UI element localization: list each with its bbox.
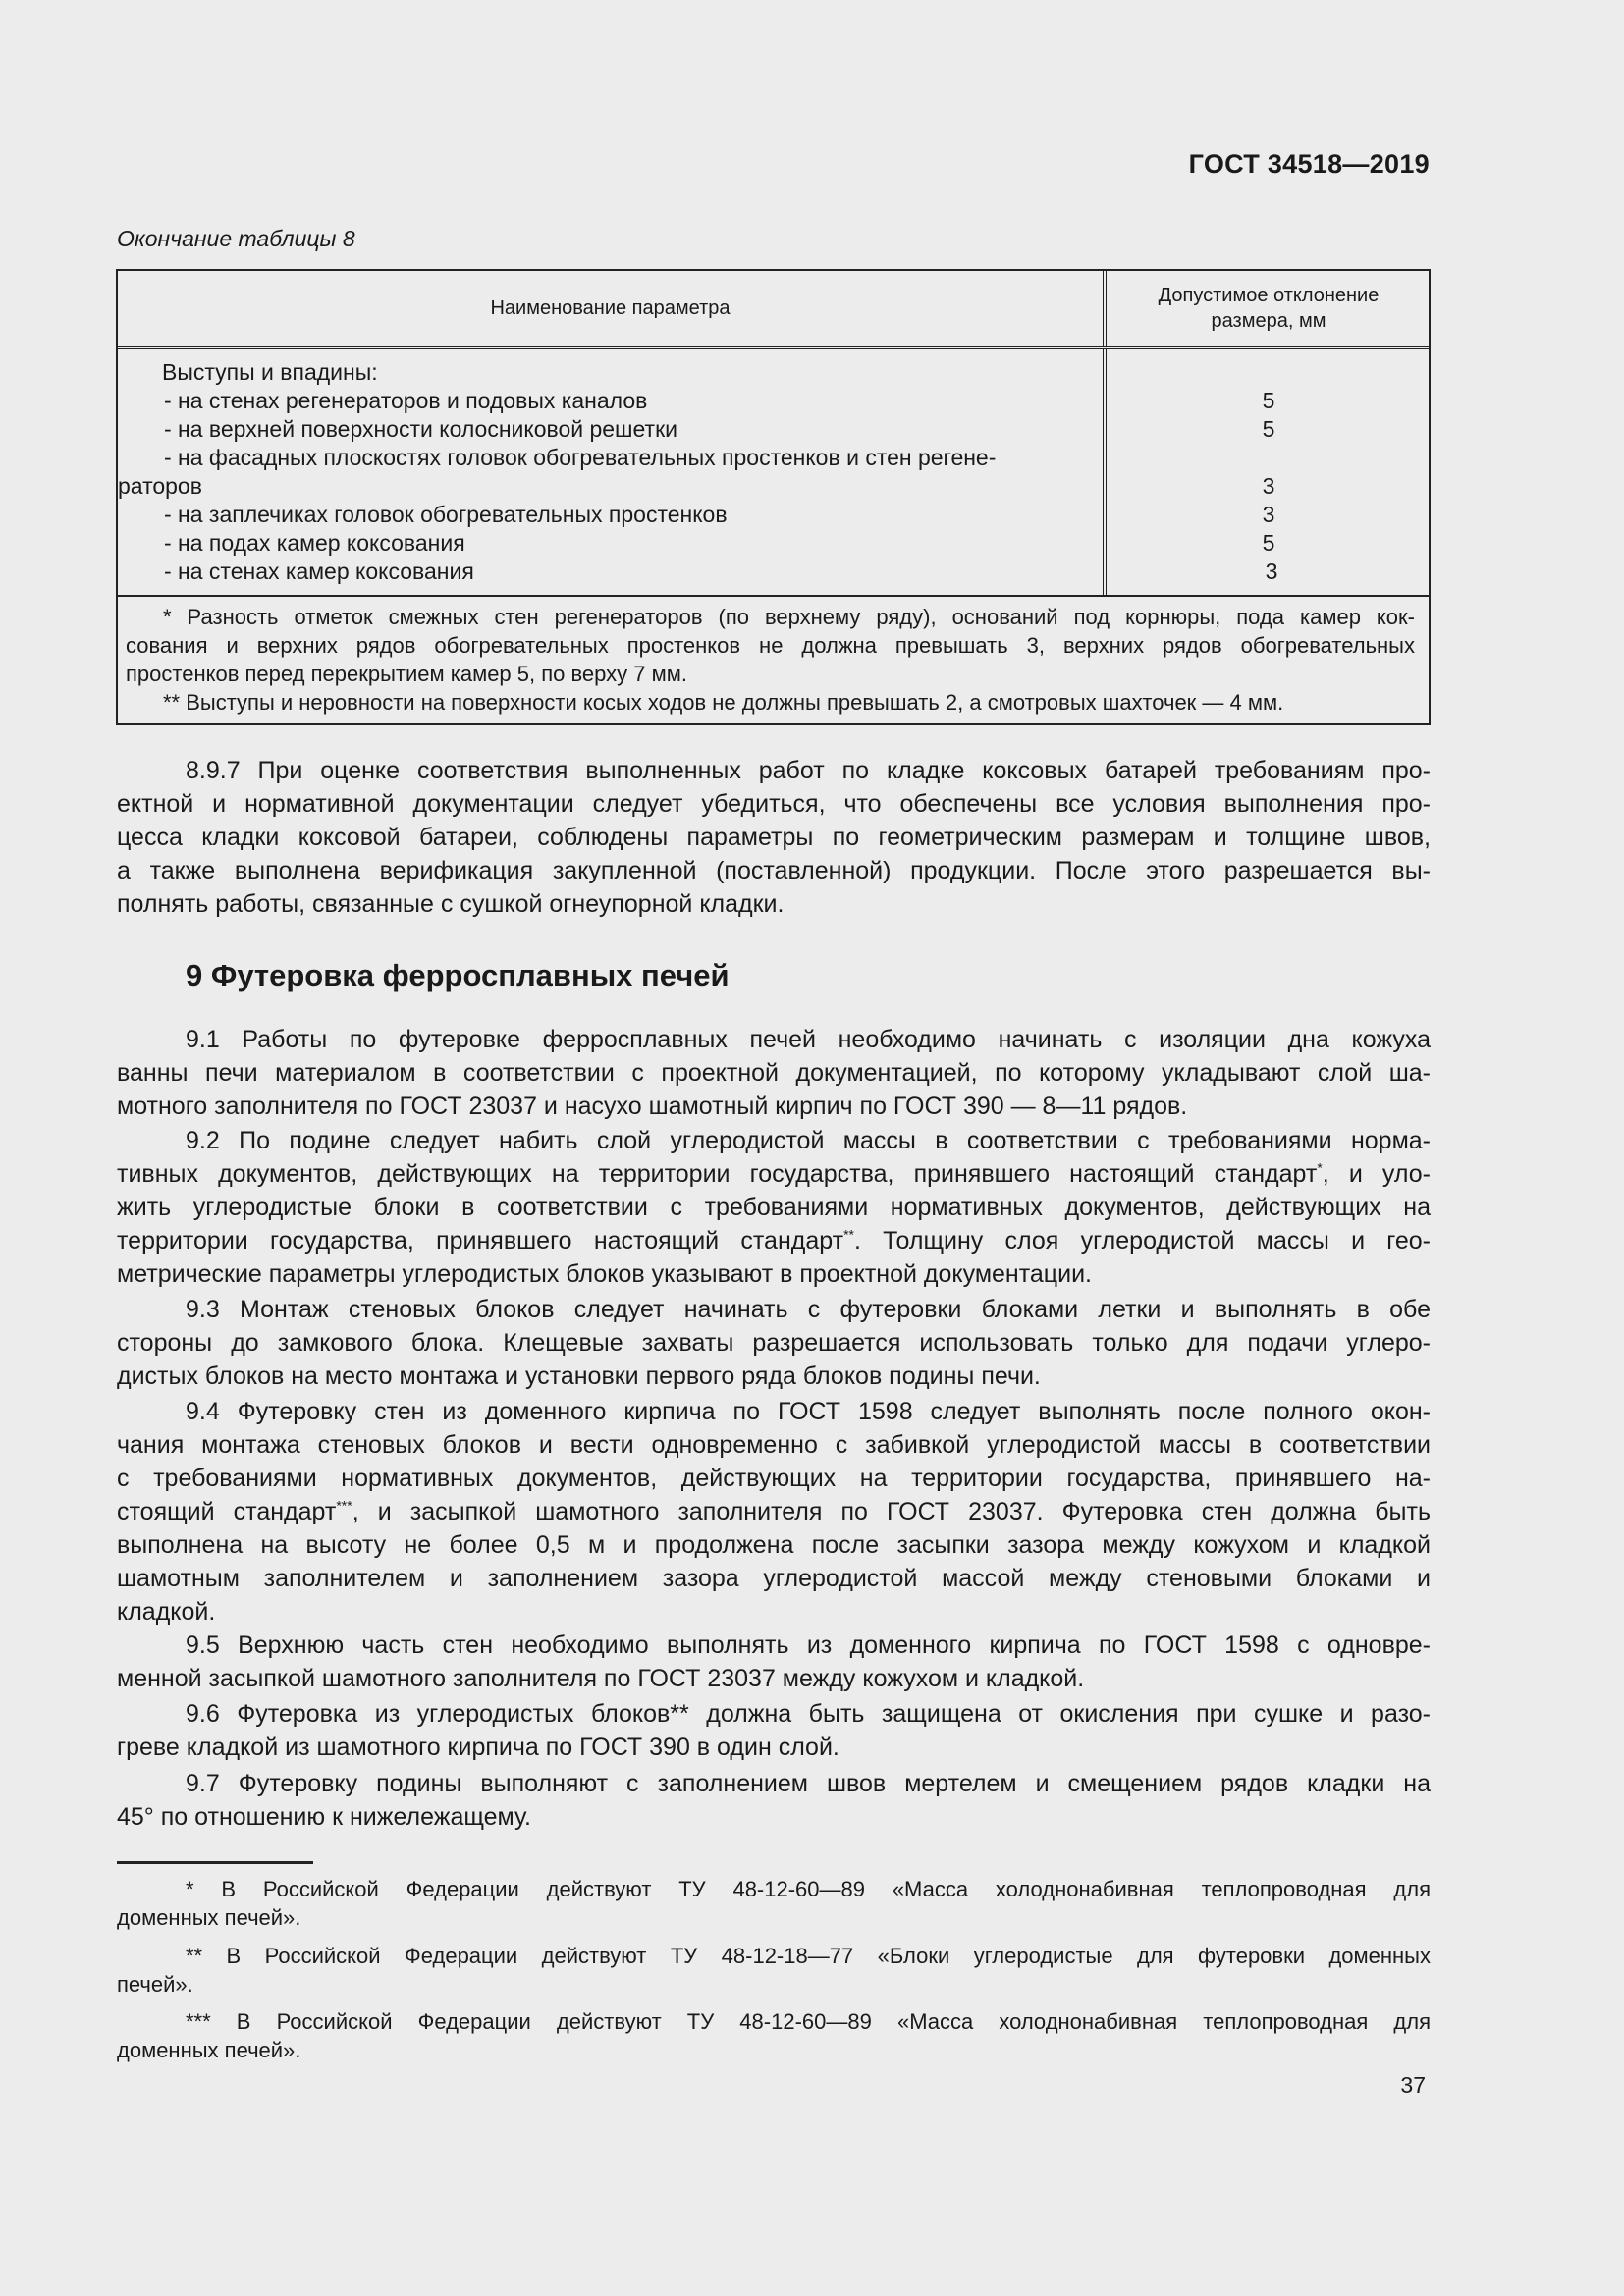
footnote-1 xyxy=(117,1875,1431,1932)
row-param: - на фасадных плоскостях головок обогревательных простенков и стен регене- xyxy=(164,445,997,470)
row-param: - на верхней поверхности колосниковой решетки xyxy=(164,416,677,442)
text-line: греве кладкой из шамотного кирпича по ГОСТ 390 в один слой. xyxy=(117,1734,839,1761)
text-line: метрические параметры углеродистых блоков указывают в проектной документации. xyxy=(117,1260,1092,1288)
text-line: а также выполнена верификация закупленной (поставленной) продукции. После этого разрешается вы- xyxy=(117,857,1431,884)
table-note-line: ** Выступы и неровности на поверхности косых ходов не должны превышать 2, а смотровых шахточек — 4 мм. xyxy=(163,690,1284,715)
text-line: доменных печей». xyxy=(117,1905,301,1930)
row-value: 5 xyxy=(1262,530,1275,556)
paragraph-9-4 xyxy=(117,1395,1431,1629)
table-header xyxy=(118,271,1429,349)
text-line: стороны до замкового блока. Клещевые захваты разрешается использовать только для подачи углеро- xyxy=(117,1329,1431,1357)
text-line: доменных печей». xyxy=(117,2038,301,2062)
paragraph-9-5 xyxy=(117,1629,1431,1695)
text-line xyxy=(117,1495,1431,1528)
text-line: *** В Российской Федерации действуют ТУ 48-12-60—89 «Масса холоднонабивная теплопроводная для xyxy=(186,2009,1431,2034)
text-line: 9.7 Футеровку подины выполняют с заполнением швов мертелем и смещением рядов кладки на xyxy=(186,1770,1431,1797)
text-line: 9.4 Футеровку стен из доменного кирпича по ГОСТ 1598 следует выполнять после полного окон- xyxy=(186,1398,1431,1425)
text-line xyxy=(117,1157,1431,1191)
row-value: 3 xyxy=(1262,502,1275,527)
header-parameter-name: Наименование параметра xyxy=(490,296,731,319)
text-line: ектной и нормативной документации следует убедиться, что обеспечены все условия выполнения про- xyxy=(117,790,1431,818)
footnote-ref: ** xyxy=(843,1226,854,1243)
table-row xyxy=(118,415,1429,443)
table-row xyxy=(118,529,1429,557)
text-line: дистых блоков на место монтажа и установки первого ряда блоков подины печи. xyxy=(117,1362,1041,1390)
row-param: - на заплечиках головок обогревательных простенков xyxy=(164,502,728,527)
text-line: с требованиями нормативных документов, действующих на территории государства, принявшего на- xyxy=(117,1465,1431,1492)
paragraph-9-7 xyxy=(117,1767,1431,1834)
document-code: ГОСТ 34518—2019 xyxy=(1188,149,1430,179)
paragraph-9-1 xyxy=(117,1023,1431,1123)
table-caption: Окончание таблицы 8 xyxy=(117,226,355,251)
row-value: 5 xyxy=(1262,416,1275,442)
header-tolerance xyxy=(1109,271,1429,346)
table-notes xyxy=(118,595,1429,723)
row-param: - на стенах регенераторов и подовых каналов xyxy=(164,388,648,413)
text-line: печей». xyxy=(117,1972,193,1997)
column-divider-head xyxy=(1103,271,1107,346)
text-segment: стоящий стандарт xyxy=(117,1498,337,1525)
table-note-line: сования и верхних рядов обогревательных простенков не должна превышать 3, верхних рядов обогревательных xyxy=(126,633,1415,658)
footnote-ref: * xyxy=(1317,1159,1323,1176)
text-line: цесса кладки коксовой батареи, соблюдены параметры по геометрическим размерам и толщине швов, xyxy=(117,824,1431,851)
text-line: 9.2 По подине следует набить слой углеродистой массы в соответствии с требованиями норма- xyxy=(186,1127,1431,1154)
row-value: 3 xyxy=(1265,559,1278,584)
header-tolerance-line1: Допустимое отклонение xyxy=(1158,285,1380,306)
text-line: кладкой. xyxy=(117,1598,216,1626)
text-line: 8.9.7 При оценке соответствия выполненных работ по кладке коксовых батарей требованиям про- xyxy=(186,757,1431,784)
table-row xyxy=(118,472,1429,500)
text-line: мотного заполнителя по ГОСТ 23037 и насухо шамотный кирпич по ГОСТ 390 — 8—11 рядов. xyxy=(117,1093,1188,1120)
text-segment: тивных документов, действующих на территории государства, принявшего настоящий стандарт xyxy=(117,1160,1318,1188)
paragraph-9-2 xyxy=(117,1124,1431,1291)
page-number: 37 xyxy=(1400,2072,1426,2098)
footnote-2 xyxy=(117,1942,1431,1999)
text-line: 9.6 Футеровка из углеродистых блоков** должна быть защищена от окисления при сушке и разо- xyxy=(186,1700,1431,1728)
footnote-3 xyxy=(117,2007,1431,2064)
parameters-table xyxy=(116,269,1431,725)
row-param: - на стенах камер коксования xyxy=(164,559,474,584)
paragraph-9-3 xyxy=(117,1293,1431,1393)
section-title: 9 Футеровка ферросплавных печей xyxy=(186,958,730,992)
table-note-line: простенков перед перекрытием камер 5, по верху 7 мм. xyxy=(126,662,687,686)
text-segment: , и засыпкой шамотного заполнителя по ГОСТ 23037. Футеровка стен должна быть xyxy=(352,1498,1431,1525)
table-note-line: * Разность отметок смежных стен регенераторов (по верхнему ряду), оснований под корнюры, пода камер кок- xyxy=(163,605,1415,629)
row-value: 3 xyxy=(1262,473,1275,499)
text-line: 9.3 Монтаж стеновых блоков следует начинать с футеровки блоками летки и выполнять в обе xyxy=(186,1296,1431,1323)
table-row xyxy=(118,387,1429,414)
table-row xyxy=(118,358,1429,386)
table-row xyxy=(118,558,1429,585)
text-line: полнять работы, связанные с сушкой огнеупорной кладки. xyxy=(117,890,785,918)
text-segment: , и уло- xyxy=(1322,1160,1431,1188)
table-row xyxy=(118,501,1429,528)
table-row xyxy=(118,444,1429,471)
text-line: жить углеродистые блоки в соответствии с требованиями нормативных документов, действующих на xyxy=(117,1194,1431,1221)
row-param: раторов xyxy=(118,473,202,499)
row-param: Выступы и впадины: xyxy=(162,359,378,385)
footnote-separator xyxy=(117,1861,313,1864)
text-segment: территории государства, принявшего настоящий стандарт xyxy=(117,1227,844,1255)
text-line: 9.5 Верхнюю часть стен необходимо выполнять из доменного кирпича по ГОСТ 1598 с одновре- xyxy=(186,1631,1431,1659)
text-line: * В Российской Федерации действуют ТУ 48-12-60—89 «Масса холоднонабивная теплопроводная для xyxy=(186,1877,1431,1901)
text-line: ** В Российской Федерации действуют ТУ 48-12-18—77 «Блоки углеродистые для футеровки доменных xyxy=(186,1944,1431,1968)
header-tolerance-line2: размера, мм xyxy=(1211,310,1326,332)
text-line: 9.1 Работы по футеровке ферросплавных печей необходимо начинать с изоляции дна кожуха xyxy=(186,1026,1431,1053)
text-line: менной засыпкой шамотного заполнителя по ГОСТ 23037 между кожухом и кладкой. xyxy=(117,1665,1085,1692)
text-line: выполнена на высоту не более 0,5 м и продолжена после засыпки зазора между кожухом и кладкой xyxy=(117,1531,1431,1559)
footnote-ref: *** xyxy=(336,1497,352,1514)
paragraph-9-6 xyxy=(117,1697,1431,1764)
row-value: 5 xyxy=(1262,388,1275,413)
text-line: 45° по отношению к нижележащему. xyxy=(117,1803,531,1831)
row-param: - на подах камер коксования xyxy=(164,530,465,556)
text-segment: . Толщину слоя углеродистой массы и гео- xyxy=(853,1227,1431,1255)
text-line: шамотным заполнителем и заполнением зазора углеродистой массой между стеновыми блоками и xyxy=(117,1565,1431,1592)
text-line: чания монтажа стеновых блоков и вести одновременно с забивкой углеродистой массы в соответствии xyxy=(117,1431,1431,1459)
text-line xyxy=(117,1224,1431,1257)
paragraph-8-9-7 xyxy=(117,754,1431,921)
text-line: ванны печи материалом в соответствии с проектной документацией, по которому укладывают слой ша- xyxy=(117,1059,1431,1087)
